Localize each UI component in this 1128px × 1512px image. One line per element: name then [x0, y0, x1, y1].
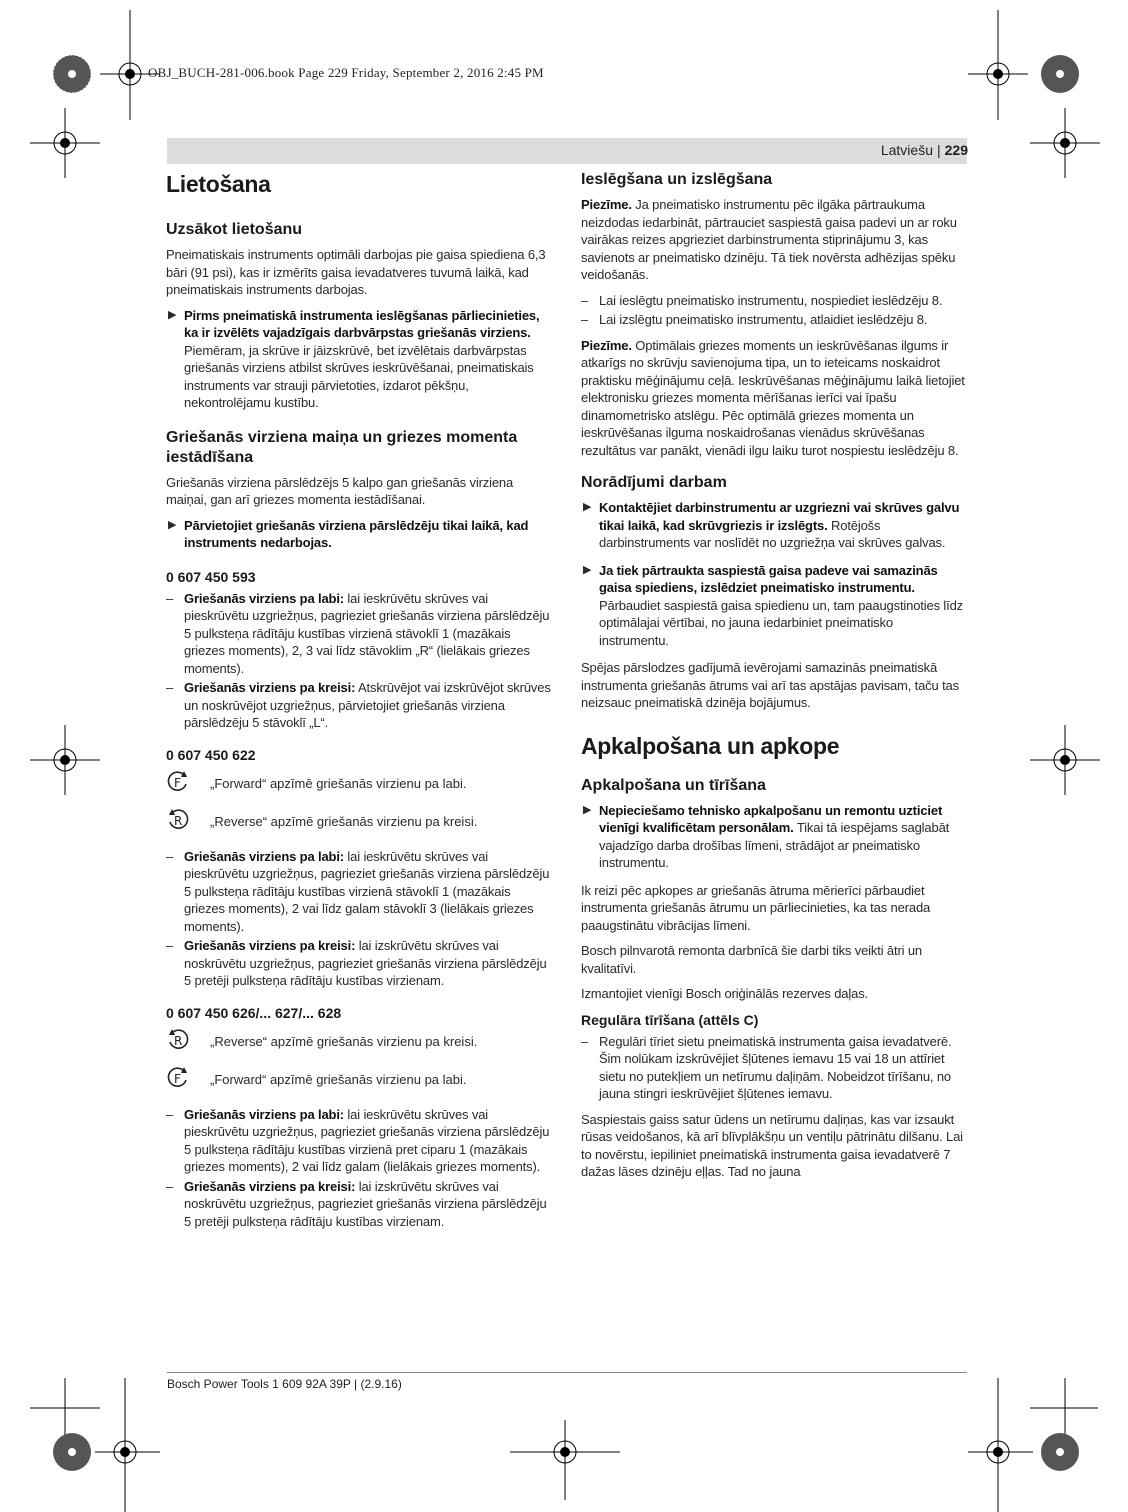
text: Rotējošs darbinstruments var noslīdēt no uzgriežņa vai skrūves galvas.	[599, 517, 946, 550]
symbol-row	[166, 1030, 551, 1054]
warning-bullet	[581, 562, 966, 650]
model-heading: 0 607 450 593	[166, 568, 256, 585]
svg-text:R: R	[174, 814, 183, 828]
list-item: – Griešanās virziens pa labi: lai ieskrūvētu skrūves vai pieskrūvētu uzgriežņus, pagrieziet griešanās virziena pārslēdzēju 5 pulksteņa rādītāju kustības virzienā stāvoklī 1 (mazākais griezes moments), 2 vai līdz galam stāvoklī 3 (lielākais griezes moments).	[166, 848, 550, 934]
bold-text: Griešanās virziens pa labi:	[184, 848, 344, 864]
subheading-tirisana: Apkalpošana un tīrīšana	[581, 776, 766, 794]
symbol-text: „Reverse“ apzīmē griešanās virzienu pa kreisi.	[210, 1034, 478, 1049]
symbol-row	[166, 1068, 551, 1092]
right-column	[581, 170, 966, 1189]
text: Tikai tā iespējams saglabāt vajadzīgo darba drošības līmeni, strādājot ar pneimatisko instrumentu.	[599, 820, 950, 870]
subheading-uzsakot: Uzsākot lietošanu	[166, 221, 303, 238]
list-item: – Lai izslēgtu pneimatisko instrumentu, atlaidiet ieslēdzēju 8.	[581, 312, 928, 327]
bold-text: Piezīme.	[581, 197, 632, 212]
forward-symbol-icon	[166, 1066, 210, 1093]
text: lai ieskrūvētu skrūves vai pieskrūvētu uzgriežņus, pagrieziet griešanās virziena pārslēdzēju 5 pulksteņa rādītāju kustības virzienā pret ciparu 1 (mazākais griezes moments), 2 vai līdz galam (lielākais griezes moments).	[184, 1106, 550, 1174]
text: Pārbaudiet saspiestā gaisa spiedienu un, tam paaugstinoties līdz optimālajai vērtībai, no jauna iedarbiniet pneimatisko instrumentu.	[599, 597, 964, 648]
text: Lai ieslēgtu pneimatisko instrumentu, nospiediet ieslēdzēju 8.	[599, 292, 943, 308]
bold-text: Griešanās virziens pa kreisi:	[184, 680, 356, 695]
crosshair-right-middle	[1030, 725, 1100, 795]
text: Regulāri tīriet sietu pneimatiskā instrumenta gaisa ievadatverē. Šim nolūkam izskrūvējiet šļūtenes iemavu 15 vai 18 un attīriet sietu no putekļiem un netīrumu daļiņām. Nobeidzot tīrīšanu, no jauna stingri ieskrūvējiet šļūtenes iemavu.	[599, 1033, 952, 1101]
reverse-symbol-icon	[166, 808, 210, 835]
svg-text:R: R	[174, 1034, 183, 1048]
symbol-text: „Forward“ apzīmē griešanās virzienu pa labi.	[210, 1072, 467, 1087]
footer-rule	[167, 1372, 967, 1373]
list-item: – Lai ieslēgtu pneimatisko instrumentu, nospiediet ieslēdzēju 8.	[581, 292, 943, 308]
symbol-text: „Forward“ apzīmē griešanās virzienu pa labi.	[210, 776, 467, 791]
symbol-text: „Reverse“ apzīmē griešanās virzienu pa kreisi.	[210, 814, 478, 829]
paragraph: Spējas pārslodzes gadījumā ievērojami samazinās pneimatiskā instrumenta griešanās ātrums vai arī tas apstājas pavisam, taču tas neizsauc pneimatiskā dzinēja bojājumus.	[581, 660, 959, 710]
header-language: Latviešu	[880, 142, 933, 158]
crosshair-top-right	[968, 10, 1028, 120]
bold-text: Griešanās virziens pa kreisi:	[184, 938, 356, 953]
registration-mark-bottom-left	[48, 1428, 96, 1476]
bold-text: Griešanās virziens pa labi:	[184, 1106, 344, 1122]
bold-text: Griešanās virziens pa kreisi:	[184, 1178, 356, 1194]
subheading-regulara: Regulāra tīrīšana (attēls C)	[581, 1011, 759, 1028]
text: Atskrūvējot vai izskrūvējot skrūves un noskrūvējot uzgriežņus, pārvietojiet griešanās virziena pārslēdzēju 5 stāvoklī „L“.	[184, 680, 551, 730]
subheading-griesanas: Griešanās virziena maiņa un griezes momenta iestādīšana	[166, 428, 518, 466]
text: Piemēram, ja skrūve ir jāizskrūvē, bet izvēlētais darbvārpstas griešanās virziens atbilst skrūves ieskrūvēšanai, pneimatiskais instruments var strauji pārvietoties, izdarot pēkšņu, nekontrolējamu kustību.	[184, 342, 534, 410]
crosshair-left-middle	[30, 725, 100, 795]
svg-text:F: F	[174, 776, 181, 790]
warning-bullet	[581, 499, 966, 552]
bold-text: Griešanās virziens pa labi:	[184, 590, 344, 606]
svg-text:F: F	[174, 1072, 181, 1086]
footer-text: Bosch Power Tools 1 609 92A 39P | (2.9.16)	[167, 1377, 402, 1391]
bullet-triangle-icon: ▶	[583, 563, 592, 576]
bullet-triangle-icon: ▶	[583, 803, 592, 816]
section-heading-apkalposana: Apkalpošana un apkope	[581, 732, 840, 759]
bold-text: Piezīme.	[581, 337, 632, 353]
bold-text: Pirms pneimatiskā instrumenta ieslēgšanas pārliecinieties, ka ir izvēlēts vajadzīgais darbvārpstas griešanās virziens.	[184, 307, 540, 340]
note-paragraph	[581, 337, 966, 460]
paragraph: Bosch pilnvarotā remonta darbnīcā šie darbi tiks veikti ātri un kvalitatīvi.	[581, 943, 922, 976]
subheading-ieslegsana: Ieslēgšana un izslēgšana	[581, 171, 773, 188]
symbol-row	[166, 810, 551, 834]
header-separator: |	[937, 142, 941, 158]
bullet-triangle-icon: ▶	[583, 501, 592, 513]
bold-text: Ja tiek pārtraukta saspiestā gaisa padeve vai samazinās gaisa spiediens, izslēdziet pneimatisko instrumentu.	[599, 562, 938, 595]
print-slug: OBJ_BUCH-281-006.book Page 229 Friday, September 2, 2016 2:45 PM	[148, 65, 544, 80]
bullet-triangle-icon: ▶	[168, 308, 177, 321]
list-item: – Griešanās virziens pa kreisi: lai izskrūvētu skrūves vai noskrūvētu uzgriežņus, pagrieziet griešanās virziena pārslēdzēju 5 pretēji pulksteņa rādītāju kustības virzienam.	[166, 1178, 547, 1229]
warning-bullet	[166, 307, 551, 412]
list-item: – Griešanās virziens pa kreisi: lai izskrūvētu skrūves vai noskrūvētu uzgriežņus, pagrieziet griešanās virziena pārslēdzēju 5 pretēji pulksteņa rādītāju kustības virzienam.	[166, 938, 547, 988]
text: lai ieskrūvētu skrūves vai pieskrūvētu uzgriežņus, pagrieziet griešanās virziena pārslēdzēju 5 pulksteņa rādītāju kustības virzienā stāvoklī 1 (mazākais griezes moments), 2, 3 vai līdz stāvoklim „R“ (lielākais griezes moments).	[184, 590, 550, 676]
text: lai ieskrūvētu skrūves vai pieskrūvētu uzgriežņus, pagrieziet griešanās virziena pārslēdzēju 5 pulksteņa rādītāju kustības virzienā stāvoklī 1 (mazākais griezes moments), 2 vai līdz galam stāvoklī 3 (lielākais griezes moments).	[184, 848, 550, 934]
text: lai izskrūvētu skrūves vai noskrūvētu uzgriežņus, pagrieziet griešanās virziena pārslēdzēju 5 pretēji pulksteņa rādītāju kustības virzienam.	[184, 1178, 547, 1229]
list-item: – Griešanās virziens pa labi: lai ieskrūvētu skrūves vai pieskrūvētu uzgriežņus, pagrieziet griešanās virziena pārslēdzēju 5 pulksteņa rādītāju kustības virzienā pret ciparu 1 (mazākais griezes moments), 2 vai līdz galam (lielākais griezes moments).	[166, 1106, 550, 1174]
registration-mark-top-right	[1036, 50, 1084, 98]
text: Ja pneimatisko instrumentu pēc ilgāka pārtraukuma neizdodas iedarbināt, pārtrauciet saspiestā gaisa padevi un ar roku vairākas reizes apgrieziet darbinstrumenta stiprinājumu 3, kas savienots ar pneimatisko dzinēju. Tā tiek novērsta adhēzijas spēku veidošanās.	[581, 197, 957, 282]
forward-symbol-icon	[166, 770, 210, 797]
crosshair-right-upper	[1030, 108, 1100, 178]
bold-text: Pārvietojiet griešanās virziena pārslēdzēju tikai laikā, kad instruments nedarbojas.	[184, 517, 529, 550]
registration-mark-top-left	[48, 50, 96, 98]
header-bar	[167, 138, 967, 164]
note-paragraph	[581, 196, 966, 284]
crosshair-left-upper	[30, 108, 100, 178]
warning-bullet	[581, 802, 966, 872]
crosshair-bottom-center	[510, 1420, 620, 1500]
text: lai izskrūvētu skrūves vai noskrūvētu uzgriežņus, pagrieziet griešanās virziena pārslēdzēju 5 pretēji pulksteņa rādītāju kustības virzienam.	[184, 938, 547, 988]
model-heading: 0 607 450 626/... 627/... 628	[166, 1004, 342, 1021]
list-item: – Regulāri tīriet sietu pneimatiskā instrumenta gaisa ievadatverē. Šim nolūkam izskrūvējiet šļūtenes iemavu 15 vai 18 un attīriet sietu no putekļiem un netīrumu daļiņām. Nobeidzot tīrīšanu, no jauna stingri ieskrūvējiet šļūtenes iemavu.	[581, 1033, 952, 1101]
symbol-row	[166, 772, 551, 796]
paragraph: Saspiestais gaiss satur ūdens un netīrumu daļiņas, kas var izsaukt rūsas veidošanos, kā arī blīvplākšņu un ventiļu pātrinātu dilšanu. Lai to novērstu, iepiliniet pneimatiskā instrumenta gaisa ievadatverē 7 dažas lāses dzinēju eļļas. Tad no jauna	[581, 1111, 963, 1179]
text: Optimālais griezes moments un ieskrūvēšanas ilgums ir atkarīgs no skrūvju savienojuma tipa, un to ieteicams noskaidrot praktisku mēģinājumu ceļā. Ieskrūvēšanas mēģinājumu laikā lietojiet elektronisku griezes momenta mērīšanas ierīci vai īpašu dinamometrisko atslēgu. Pēc optimālā griezes momenta un ieskrūvēšanas ilguma noskaidrošanas vienādus skrūvēšanas rezultātus var panākt, vienādi ilgu laiku turot nospiestu ieslēdzēju 8.	[581, 337, 965, 458]
page-number: 229	[944, 142, 968, 158]
list-item: – Griešanās virziens pa kreisi: Atskrūvējot vai izskrūvējot skrūves un noskrūvējot uzgriežņus, pārvietojiet griešanās virziena pārslēdzēju 5 stāvoklī „L“.	[166, 680, 551, 730]
model-heading: 0 607 450 622	[166, 746, 256, 763]
registration-mark-bottom-right	[1036, 1428, 1084, 1476]
paragraph: Ik reizi pēc apkopes ar griešanās ātruma mērierīci pārbaudiet instrumenta griešanās ātrumu un pārliecinieties, ka tas neradа paaugstinātu vibrācijas līmeni.	[581, 882, 931, 933]
bold-text: Kontaktējiet darbinstrumentu ar uzgriezni vai skrūves galvu tikai laikā, kad skrūvgriezis ir izslēgts.	[599, 500, 960, 533]
running-header	[881, 142, 968, 158]
text: Lai izslēgtu pneimatisko instrumentu, atlaidiet ieslēdzēju 8.	[599, 312, 928, 327]
left-column	[166, 170, 551, 1232]
bold-text: Nepieciešamo tehnisko apkalpošanu un remontu uzticiet vienīgi kvalificētam personālam.	[599, 802, 943, 835]
subheading-noradijumi: Norādījumi darbam	[581, 474, 727, 491]
list-item: – Griešanās virziens pa labi: lai ieskrūvētu skrūves vai pieskrūvētu uzgriežņus, pagrieziet griešanās virziena pārslēdzēju 5 pulksteņa rādītāju kustības virzienā stāvoklī 1 (mazākais griezes moments), 2, 3 vai līdz stāvoklim „R“ (lielākais griezes moments).	[166, 590, 550, 676]
paragraph: Izmantojiet vienīgi Bosch oriģinālās rezerves daļas.	[581, 986, 869, 1001]
paragraph: Griešanās virziena pārslēdzējs 5 kalpo gan griešanās virziena maiņai, gan arī griezes momenta iestādīšanai.	[166, 474, 514, 507]
bullet-triangle-icon: ▶	[168, 518, 177, 531]
reverse-symbol-icon	[166, 1028, 210, 1055]
paragraph: Pneimatiskais instruments optimāli darbojas pie gaisa spiediena 6,3 bāri (91 psi), kas ir izmērīts gaisa ievadatveres tuvumā laikā, kad pneimatiskais instruments darbojas.	[166, 247, 546, 297]
warning-bullet	[166, 517, 551, 552]
section-heading-lietosana: Lietošana	[166, 171, 271, 197]
